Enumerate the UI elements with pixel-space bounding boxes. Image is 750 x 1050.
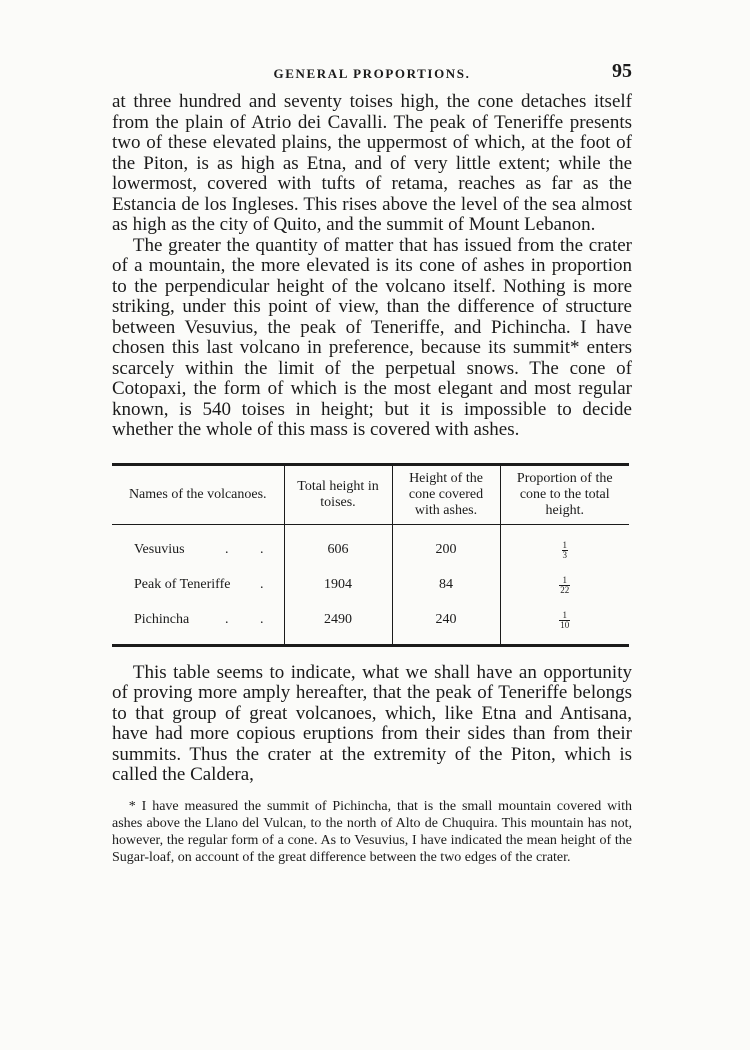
leader-dots: . . xyxy=(225,612,278,627)
leader-dots: . xyxy=(260,577,278,592)
paragraph-1: at three hundred and seventy toises high, the cone detaches itself from the plain of Atrio dei Cavalli. The peak of Teneriffe presents two of these elevated plains, the uppermost of which, at the foot of the Piton, is as high as Etna, and of very little extent; while the lowermost, covered with tufts of retama, reaches as far as the Estancia de los Ingleses. This rises above the level of the sea almost as high as the city of Quito, and the summit of Mount Lebanon. xyxy=(112,91,632,235)
footnote: * I have measured the summit of Pichincha, that is the small mountain covered with ashes above the Llano del Vulcan, to the north of Alto de Chuquira. This mountain has not, however, the regular form of a cone. As to Vesuvius, I have indicated the mean height of the Sugar-loaf, on account of the great difference between the two edges of the crater. xyxy=(112,798,632,865)
fraction-denominator: 22 xyxy=(560,584,570,595)
fraction-denominator: 3 xyxy=(562,549,567,560)
running-title: GENERAL PROPORTIONS. xyxy=(273,66,471,81)
running-head xyxy=(112,58,632,92)
fraction-numerator: 1 xyxy=(559,611,570,621)
fraction xyxy=(559,576,570,595)
paragraph-3: This table seems to indicate, what we shall have an opportunity of proving more amply hereafter, that the peak of Teneriffe belongs to that group of great volcanoes, which, like Etna and Antisana, have had more copious eruptions from their sides than from their summits. Thus the crater at the extremity of the Piton, which is called the Caldera, xyxy=(112,661,632,785)
volcano-name xyxy=(112,603,284,646)
header-cone-height: Height of the cone covered with ashes. xyxy=(392,464,500,524)
proportion xyxy=(500,568,629,603)
table-row xyxy=(112,524,629,568)
leader-dots: . . xyxy=(225,542,278,557)
volcano-name xyxy=(112,568,284,603)
page-number: 95 xyxy=(612,60,632,82)
fraction-denominator: 10 xyxy=(560,619,570,630)
book-page xyxy=(112,58,632,866)
header-total-height: Total height in toises. xyxy=(284,464,392,524)
proportion xyxy=(500,524,629,568)
fraction-numerator: 1 xyxy=(562,539,567,550)
volcano-name-text: Pichincha xyxy=(134,612,190,627)
fraction xyxy=(559,611,570,630)
total-height: 606 xyxy=(284,524,392,568)
volcano-name-text: Peak of Teneriffe xyxy=(134,577,231,592)
table-row xyxy=(112,568,629,603)
header-names: Names of the volcanoes. xyxy=(112,464,284,524)
fraction-numerator: 1 xyxy=(559,576,570,586)
fraction xyxy=(562,541,569,560)
cone-height: 200 xyxy=(392,524,500,568)
volcano-table xyxy=(112,463,629,647)
total-height: 2490 xyxy=(284,603,392,646)
paragraph-2: The greater the quantity of matter that has issued from the crater of a mountain, the more elevated is its cone of ashes in proportion to the perpendicular height of the volcano itself. Nothing is more striking, under this point of view, than the difference of structure between Vesuvius, the peak of Teneriffe, and Pichincha. I have chosen this last volcano in preference, because its summit* enters scarcely within the limit of the perpetual snows. The cone of Cotopaxi, the form of which is the most elegant and most regular known, is 540 toises in height; but it is impossible to decide whether the whole of this mass is covered with ashes. xyxy=(112,234,632,440)
total-height: 1904 xyxy=(284,568,392,603)
volcano-name-text: Vesuvius xyxy=(134,542,185,557)
table-header-row xyxy=(112,464,629,524)
table-row xyxy=(112,603,629,646)
proportion xyxy=(500,603,629,646)
header-proportion: Proportion of the cone to the total height. xyxy=(500,464,629,524)
cone-height: 84 xyxy=(392,568,500,603)
volcano-name xyxy=(112,524,284,568)
cone-height: 240 xyxy=(392,603,500,646)
